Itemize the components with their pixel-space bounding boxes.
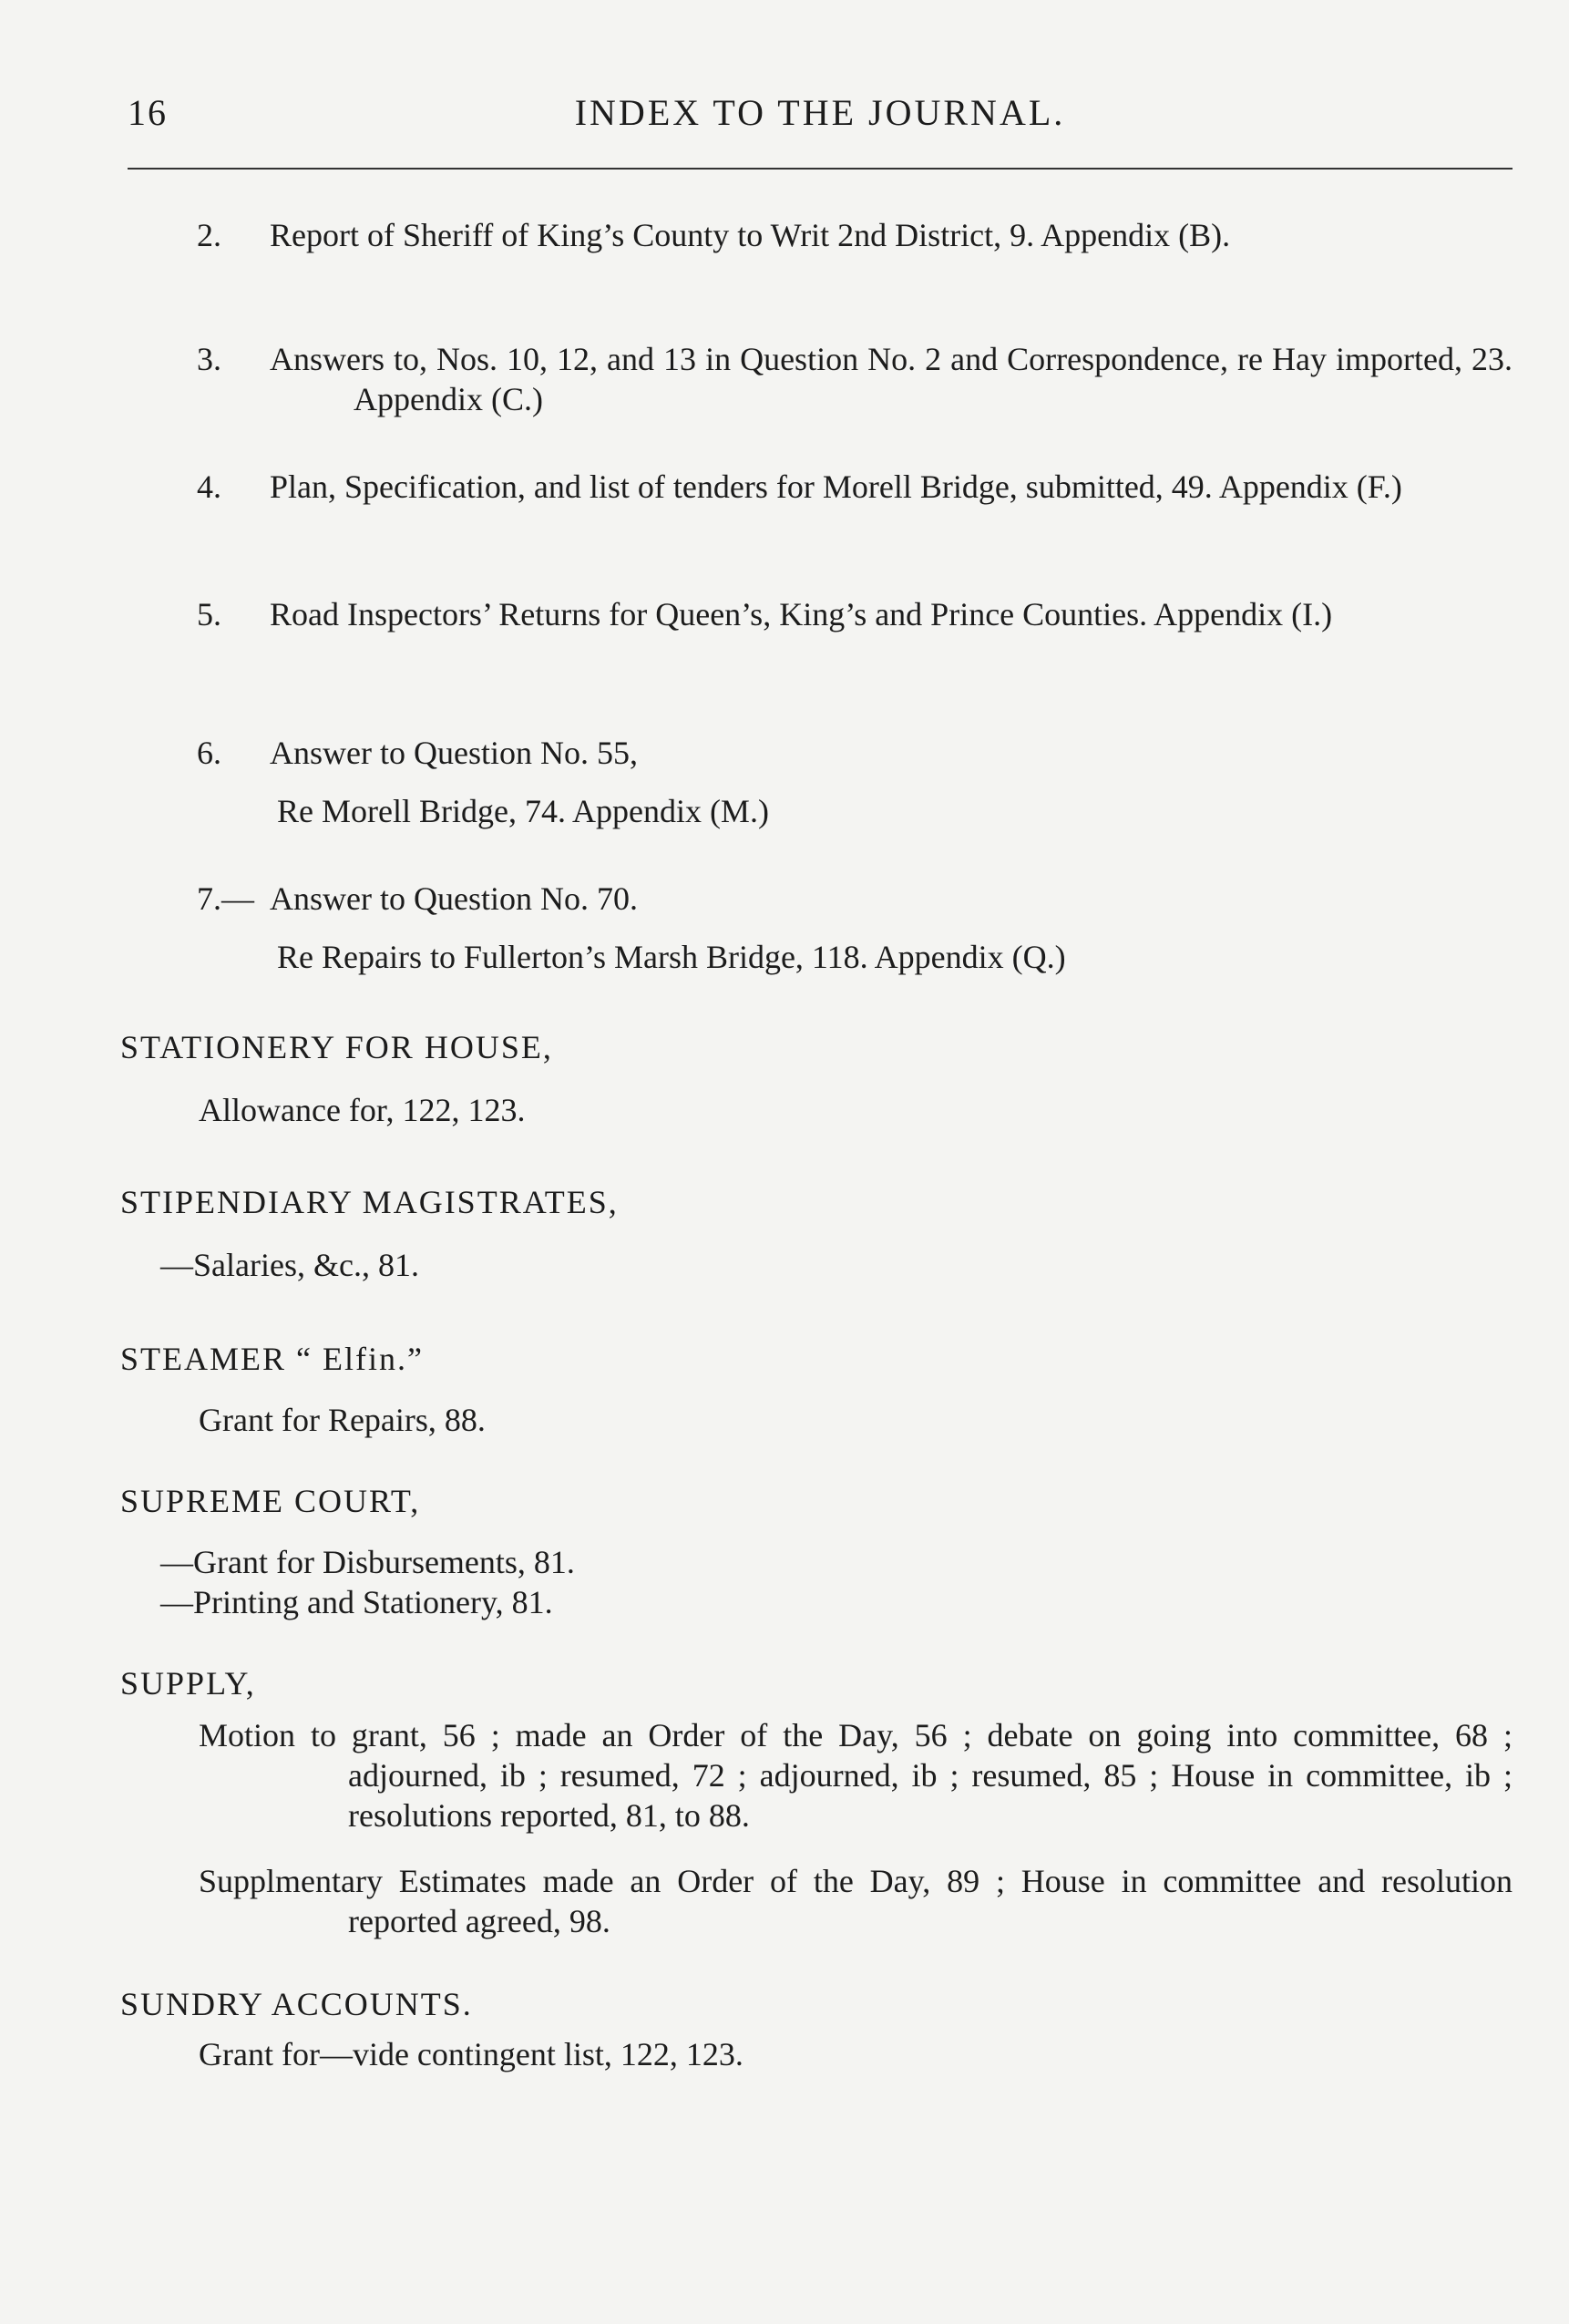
header-rule — [128, 168, 1513, 170]
entry-line: —Printing and Stationery, 81. — [160, 1584, 553, 1620]
supply-paragraph — [199, 1715, 1513, 1836]
item-number: 6. — [197, 735, 221, 771]
item-text-line2: Re Repairs to Fullerton’s Marsh Bridge, 118. Appendix (Q.) — [277, 939, 1066, 975]
numbered-item-5 — [197, 594, 1513, 634]
entry-line: —Grant for Disbursements, 81. — [160, 1544, 575, 1580]
item-text-body: Answers to, Nos. 10, 12, and 13 in Question No. 2 and Correspondence, re Hay imported, 23. Appendix (C.) — [270, 341, 1513, 417]
numbered-item-6 — [197, 733, 1513, 831]
item-number: 2. — [197, 217, 221, 253]
entry-heading: SUNDRY ACCOUNTS. — [120, 1986, 473, 2022]
item-text-body: Plan, Specification, and list of tenders for Morell Bridge, submitted, 49. Appendix (F.) — [270, 468, 1402, 505]
item-number: 7.— — [197, 880, 254, 917]
numbered-item-3 — [197, 339, 1513, 419]
entry-heading: STIPENDIARY MAGISTRATES, — [120, 1184, 619, 1220]
supply-paragraph — [199, 1861, 1513, 1941]
running-head — [128, 91, 1513, 146]
item-number: 3. — [197, 341, 221, 377]
numbered-item-4 — [197, 467, 1513, 507]
entry-line: Grant for Repairs, 88. — [199, 1402, 486, 1438]
numbered-item-7 — [197, 879, 1513, 977]
entry-line: Allowance for, 122, 123. — [199, 1092, 526, 1128]
item-text-body: Report of Sheriff of King’s County to Writ 2nd District, 9. Appendix (B). — [270, 217, 1231, 253]
entry-line: Grant for—vide contingent list, 122, 123. — [199, 2036, 743, 2072]
item-number: 4. — [197, 468, 221, 505]
numbered-item-2 — [197, 215, 1513, 255]
item-text-body: Answer to Question No. 70. — [270, 880, 638, 917]
entry-heading: STATIONERY FOR HOUSE, — [120, 1029, 553, 1065]
supply-paragraph-text: Motion to grant, 56 ; made an Order of the Day, 56 ; debate on going into committee, 68 ; adjourned, ib ; resumed, 72 ; adjourned, ib ; resumed, 85 ; House in committee, ib ; resolutions reported, 81, to 88. — [199, 1717, 1513, 1834]
entry-heading: STEAMER “ Elfin.” — [120, 1341, 424, 1377]
page-number: 16 — [128, 92, 168, 133]
entry-heading: SUPPLY, — [120, 1665, 256, 1702]
item-text-body: Road Inspectors’ Returns for Queen’s, King’s and Prince Counties. Appendix (I.) — [270, 596, 1333, 632]
entry-heading: SUPREME COURT, — [120, 1483, 421, 1519]
page-title: INDEX TO THE JOURNAL. — [574, 92, 1066, 133]
entry-line: —Salaries, &c., 81. — [160, 1247, 419, 1283]
item-text — [197, 215, 1513, 255]
item-number: 5. — [197, 596, 221, 632]
item-text-body: Answer to Question No. 55, — [270, 735, 638, 771]
supply-paragraph-text: Supplmentary Estimates made an Order of the Day, 89 ; House in committee and resolution reported agreed, 98. — [199, 1863, 1513, 1939]
item-text-line2: Re Morell Bridge, 74. Appendix (M.) — [277, 793, 769, 829]
